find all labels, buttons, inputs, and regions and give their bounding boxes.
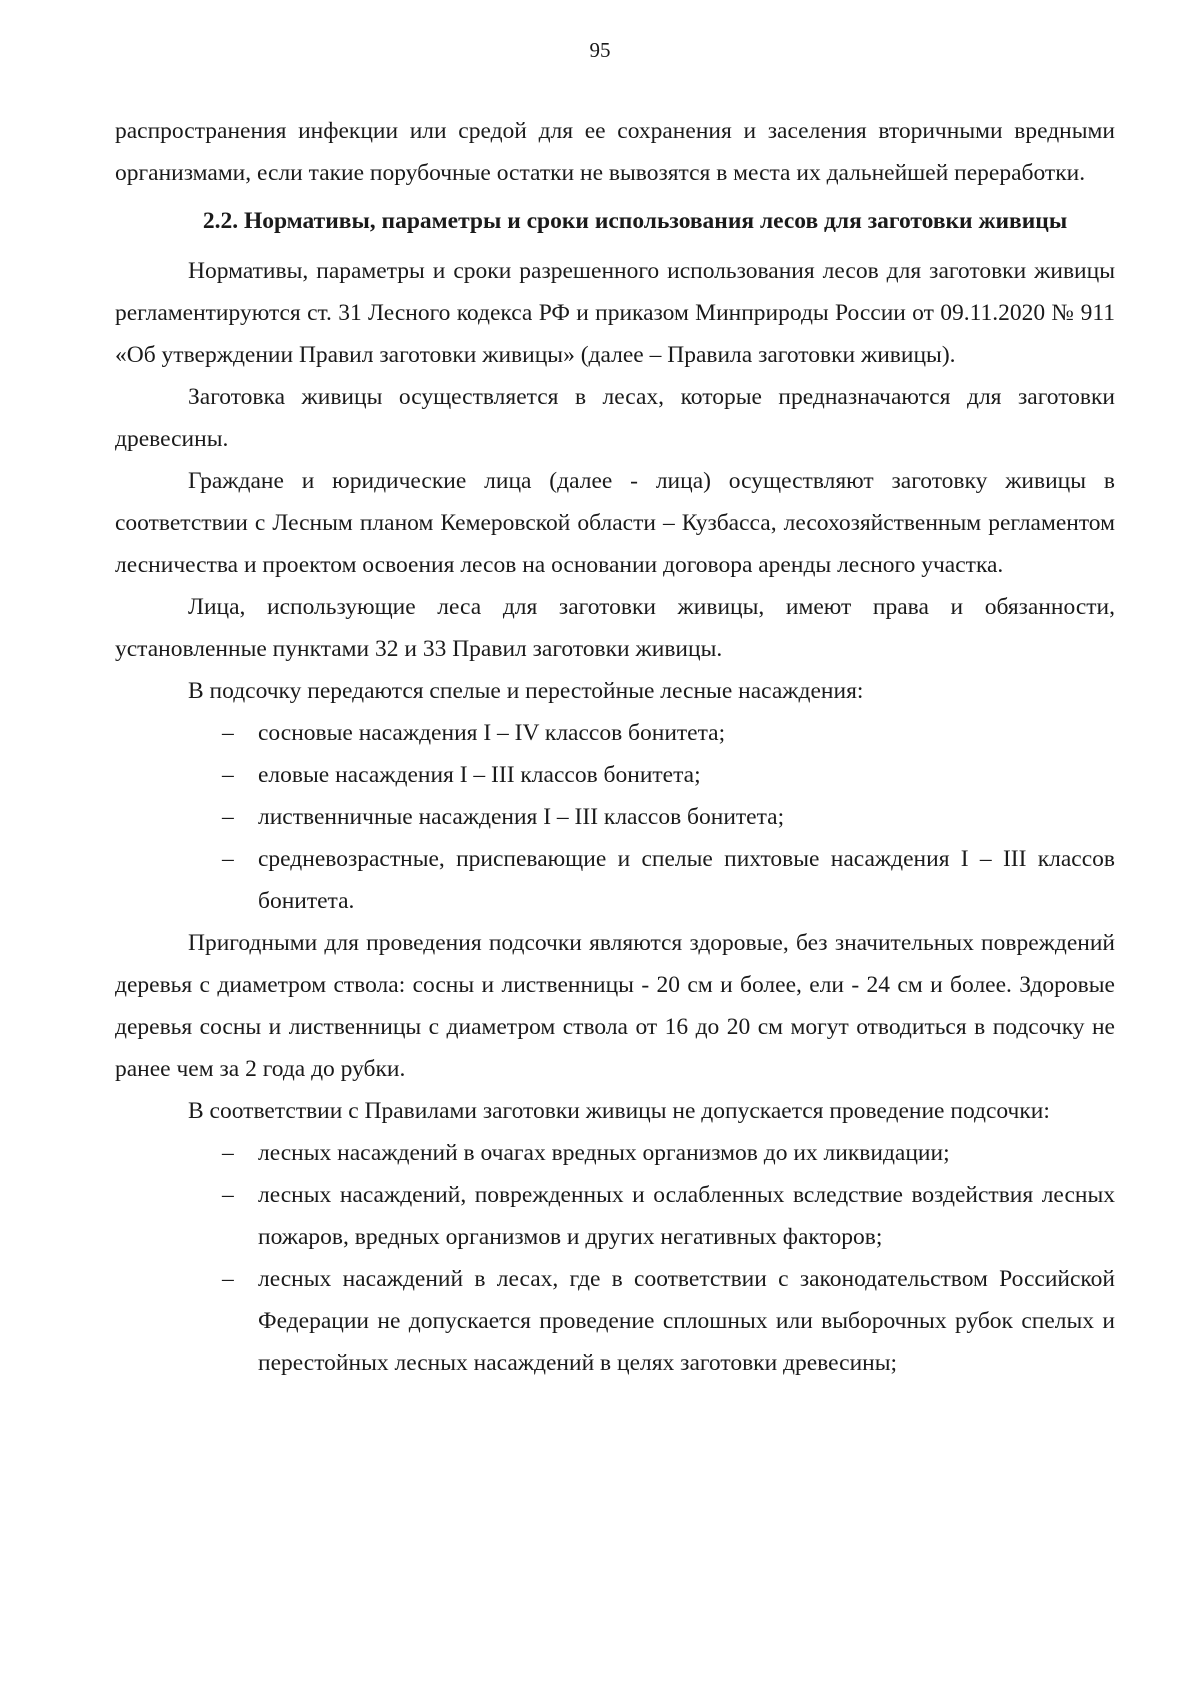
list-item-text: еловые насаждения I – III классов бонитета; <box>258 762 701 788</box>
list-prohibited-tapping <box>115 1132 1115 1384</box>
paragraph: Граждане и юридические лица (далее - лица) осуществляют заготовку живицы в соответствии с Лесным планом Кемеровской области – Кузбасса, лесохозяйственным регламентом лесничества и проектом освоения лесов на основании договора аренды лесного участка. <box>115 468 1115 578</box>
dash-marker: – <box>222 1182 234 1208</box>
list-item-text: лиственничные насаждения I – III классов бонитета; <box>258 804 785 830</box>
continuation-paragraph: распространения инфекции или средой для ее сохранения и заселения вторичными вредными организмами, если такие порубочные остатки не вывозятся в места их дальнейшей переработки. <box>115 118 1115 186</box>
list-item <box>115 796 1115 838</box>
paragraph: В соответствии с Правилами заготовки живицы не допускается проведение подсочки: <box>188 1098 1050 1124</box>
dash-marker: – <box>222 1140 234 1166</box>
paragraph: Нормативы, параметры и сроки разрешенного использования лесов для заготовки живицы регламентируются ст. 31 Лесного кодекса РФ и приказом Минприроды России от 09.11.2020 № 911 «Об утверждении Правил заготовки живицы» (далее – Правила заготовки живицы). <box>115 258 1115 368</box>
list-item-text: средневозрастные, приспевающие и спелые пихтовые насаждения I – III классов бонитета. <box>258 846 1115 914</box>
page-number: 95 <box>589 38 611 62</box>
dash-marker: – <box>222 720 234 746</box>
list-item <box>115 838 1115 922</box>
paragraph: Пригодными для проведения подсочки являются здоровые, без значительных повреждений деревья с диаметром ствола: сосны и лиственницы - 20 см и более, ели - 24 см и более. Здоровые деревья сосны и лиственницы с диаметром ствола от 16 до 20 см могут отводиться в подсочку не ранее чем за 2 года до рубки. <box>115 930 1115 1082</box>
dash-marker: – <box>222 846 234 872</box>
paragraph: Лица, использующие леса для заготовки живицы, имеют права и обязанности, установленные пунктами 32 и 33 Правил заготовки живицы. <box>115 594 1115 662</box>
document-body <box>115 110 1115 1384</box>
section-heading: 2.2. Нормативы, параметры и сроки использования лесов для заготовки живицы <box>202 208 1068 234</box>
list-eligible-stands <box>115 712 1115 922</box>
list-item <box>115 1258 1115 1384</box>
dash-marker: – <box>222 1266 234 1292</box>
list-item <box>115 754 1115 796</box>
list-item <box>115 1174 1115 1258</box>
dash-marker: – <box>222 804 234 830</box>
list-item <box>115 1132 1115 1174</box>
list-item-text: лесных насаждений в лесах, где в соответствии с законодательством Российской Федерации не допускается проведение сплошных или выборочных рубок спелых и перестойных лесных насаждений в целях заготовки древесины; <box>258 1266 1115 1376</box>
paragraph: В подсочку передаются спелые и перестойные лесные насаждения: <box>188 678 864 704</box>
paragraph: Заготовка живицы осуществляется в лесах, которые предназначаются для заготовки древесины. <box>115 384 1115 452</box>
list-item <box>115 712 1115 754</box>
list-item-text: лесных насаждений в очагах вредных организмов до их ликвидации; <box>258 1140 950 1166</box>
list-item-text: сосновые насаждения I – IV классов бонитета; <box>258 720 726 746</box>
dash-marker: – <box>222 762 234 788</box>
list-item-text: лесных насаждений, поврежденных и ослабленных вследствие воздействия лесных пожаров, вредных организмов и других негативных факторов; <box>258 1182 1115 1250</box>
